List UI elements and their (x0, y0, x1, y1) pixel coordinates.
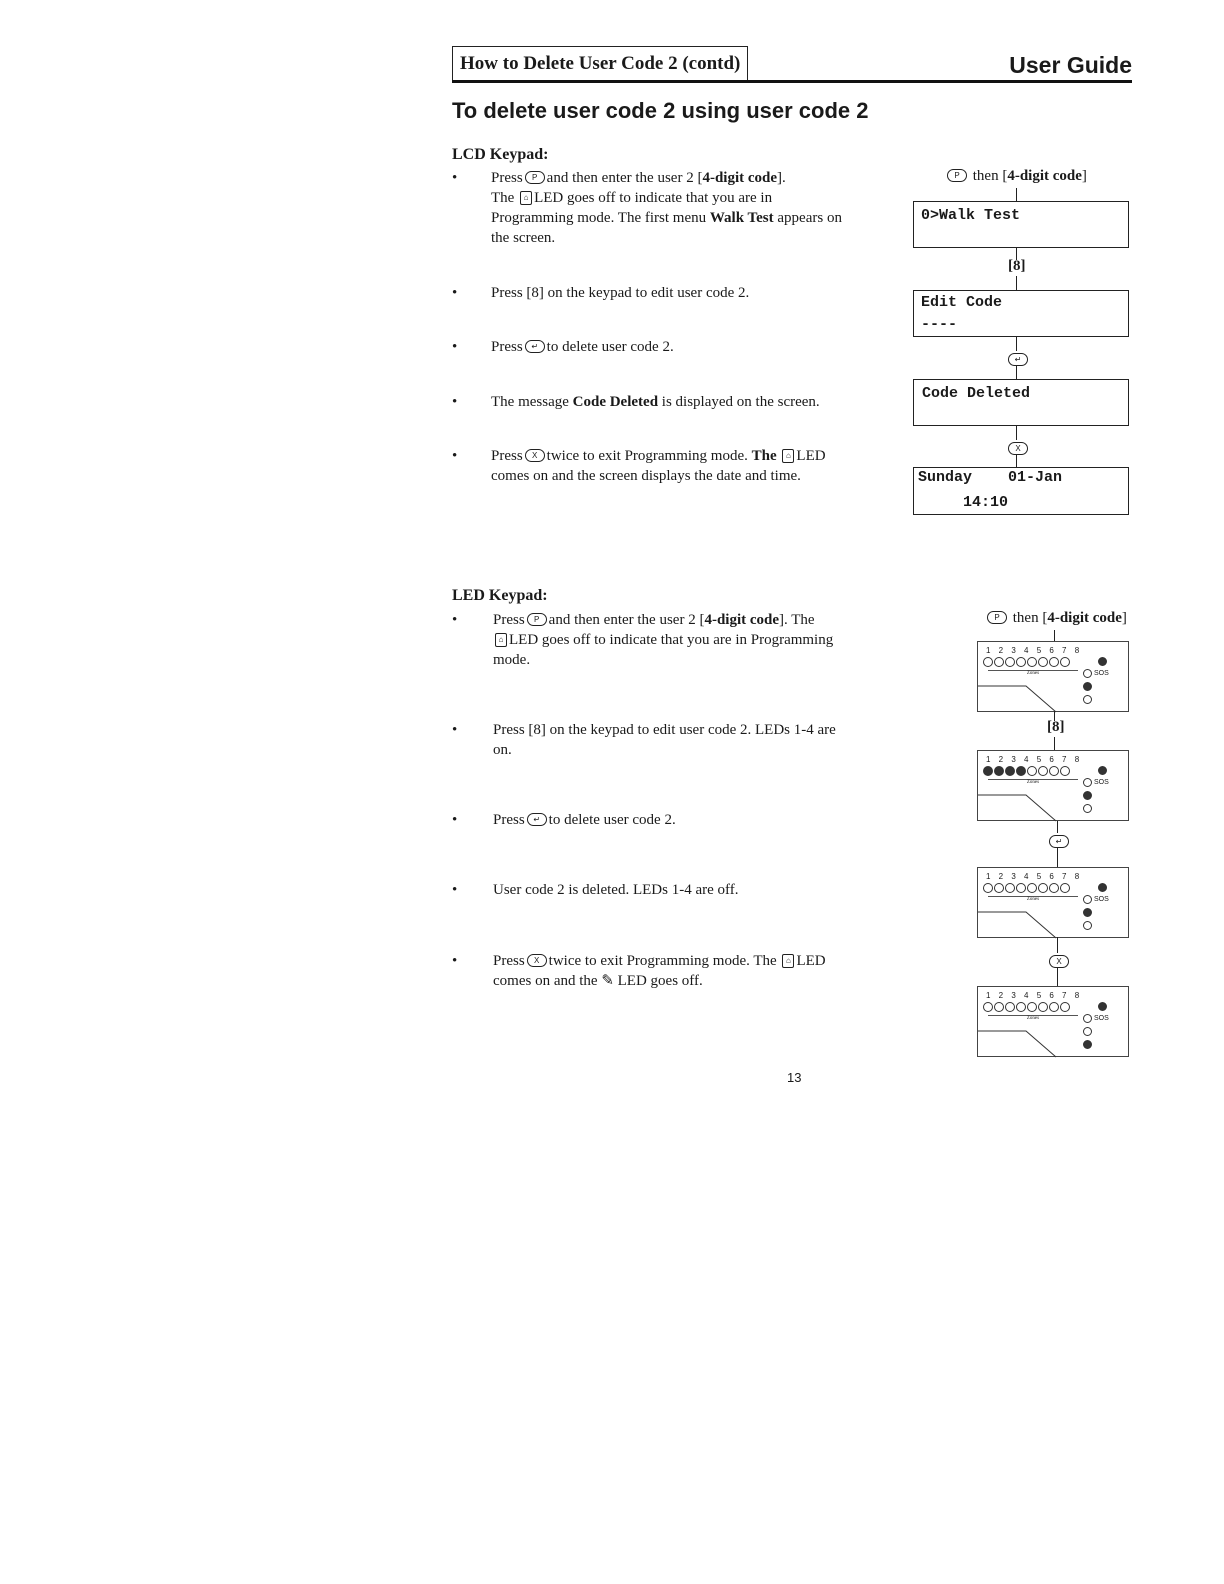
guide-title: User Guide (1009, 52, 1132, 78)
panel-pointer (978, 868, 1130, 939)
zones-label: Zones (988, 779, 1078, 785)
wrench-icon: ✎ (601, 973, 614, 989)
sos-label: SOS (1094, 670, 1109, 677)
lcd-step-1: Press P and then enter the user 2 [4-digit code]. The ⌂ LED goes off to indicate that you are in Programming mode. The first menu Walk Test appears on the screen. (491, 170, 842, 246)
led-step-1: Press P and then enter the user 2 [4-digit code]. The ⌂ LED goes off to indicate that you are in Programming mode. (493, 612, 834, 668)
page-title: To delete user code 2 using user code 2 (452, 98, 869, 123)
bullet: • (452, 339, 458, 355)
bullet: • (452, 953, 458, 969)
connector (1057, 848, 1058, 867)
sos-label: SOS (1094, 779, 1109, 786)
bullet: • (452, 612, 458, 628)
bullet: • (452, 285, 458, 301)
connector (1016, 188, 1017, 202)
lcd-screen-walk-test: 0>Walk Test (913, 201, 1129, 248)
lcd-screen-date-time: Sunday 01-Jan 14:10 (913, 467, 1129, 515)
lcd-step-3: Press ↵ to delete user code 2. (491, 339, 674, 355)
pointer-line (978, 1031, 1056, 1057)
p-key-icon: P (525, 171, 545, 184)
connector (1057, 968, 1058, 986)
p-key-icon: P (987, 611, 1007, 624)
led-heading: LED Keypad: (452, 587, 548, 604)
key-8-label: [8] (1008, 258, 1026, 274)
connector (1054, 630, 1055, 641)
lcd-start-label: P then [4-digit code] (945, 168, 1087, 185)
lcd-step-4: The message Code Deleted is displayed on the screen. (491, 394, 820, 410)
exit-key-icon: X (1006, 440, 1030, 458)
connector (1057, 937, 1058, 953)
zones-label: Zones (988, 670, 1078, 676)
p-key-icon: P (527, 613, 547, 626)
lock-icon: ⌂ (782, 954, 794, 968)
lock-icon: ⌂ (782, 449, 794, 463)
bullet: • (452, 394, 458, 410)
led-keypad-panel (977, 867, 1129, 938)
led-keypad-panel (977, 641, 1129, 712)
exit-key-icon: X (525, 449, 545, 462)
sos-label: SOS (1094, 1015, 1109, 1022)
led-keypad-panel (977, 986, 1129, 1057)
connector (1016, 426, 1017, 440)
led-step-2: Press [8] on the keypad to edit user code 2. LEDs 1-4 are on. (493, 722, 836, 758)
zone-numbers: 1 2 3 4 5 6 7 8 (986, 755, 1083, 764)
zone-numbers: 1 2 3 4 5 6 7 8 (986, 991, 1083, 1000)
lock-icon: ⌂ (495, 633, 507, 647)
lcd-step-5: Press X twice to exit Programming mode. The ⌂ LED comes on and the screen displays the date and time. (491, 448, 826, 484)
lock-icon: ⌂ (520, 191, 532, 205)
pointer-line (978, 686, 1056, 712)
lcd-step-2: Press [8] on the keypad to edit user code 2. (491, 285, 750, 301)
key-8-label: [8] (1047, 719, 1065, 735)
led-keypad-panel (977, 750, 1129, 821)
led-step-5: Press X twice to exit Programming mode. The ⌂ LED comes on and the ✎ LED goes off. (493, 953, 826, 989)
exit-key-icon: X (527, 954, 547, 967)
enter-key-icon: ↵ (1006, 351, 1030, 369)
panel-pointer (978, 987, 1130, 1058)
exit-key-icon: X (1047, 953, 1071, 971)
led-step-3: Press ↵ to delete user code 2. (493, 812, 676, 828)
pointer-line (978, 795, 1056, 821)
lcd-screen-edit-code: Edit Code ---- (913, 290, 1129, 337)
connector (1057, 821, 1058, 833)
panel-pointer (978, 642, 1130, 713)
connector (1016, 276, 1017, 290)
page-number: 13 (787, 1070, 802, 1085)
enter-key-icon: ↵ (527, 813, 547, 826)
panel-pointer (978, 751, 1130, 822)
bullet: • (452, 812, 458, 828)
bullet: • (452, 448, 458, 464)
enter-key-icon: ↵ (525, 340, 545, 353)
bullet: • (452, 170, 458, 186)
bullet: • (452, 722, 458, 738)
zones-label: Zones (988, 896, 1078, 902)
enter-key-icon: ↵ (1047, 833, 1071, 851)
zone-numbers: 1 2 3 4 5 6 7 8 (986, 872, 1083, 881)
section-title-box (452, 46, 748, 80)
led-start-label: P then [4-digit code] (985, 610, 1127, 627)
bullet: • (452, 882, 458, 898)
zone-numbers: 1 2 3 4 5 6 7 8 (986, 646, 1083, 655)
connector (1016, 366, 1017, 380)
zones-label: Zones (988, 1015, 1078, 1021)
header-rule (452, 80, 1132, 83)
p-key-icon: P (947, 169, 967, 182)
lcd-screen-code-deleted: Code Deleted (913, 379, 1129, 426)
pointer-line (978, 912, 1056, 938)
sos-label: SOS (1094, 896, 1109, 903)
lcd-heading: LCD Keypad: (452, 146, 549, 163)
connector (1054, 737, 1055, 750)
led-step-4: User code 2 is deleted. LEDs 1-4 are off. (493, 882, 739, 898)
section-title: How to Delete User Code 2 (contd) (460, 53, 741, 74)
connector (1016, 337, 1017, 351)
